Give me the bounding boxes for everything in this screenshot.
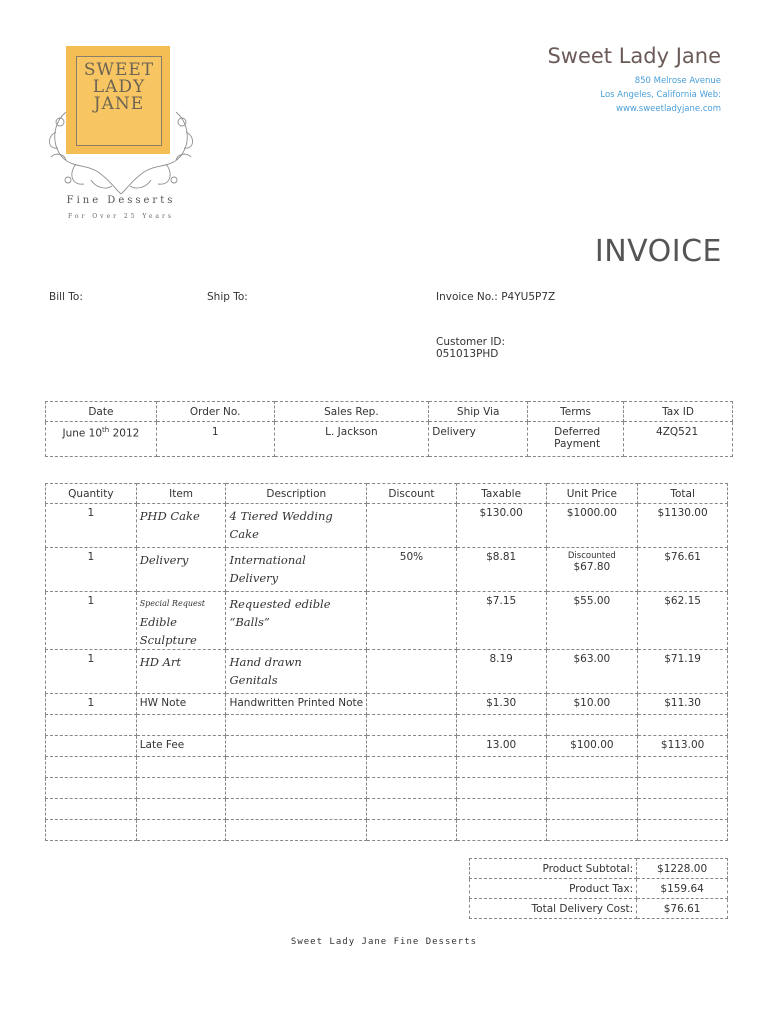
- footer-text: Sweet Lady Jane Fine Desserts: [290, 937, 478, 947]
- order-header-row: [46, 402, 733, 422]
- invoice-number-value: P4YU5P7Z: [501, 291, 556, 303]
- table-row: 1 Delivery International Delivery 50% $8.81 Discounted $67.80 $76.61: [46, 548, 728, 592]
- invoice-title: INVOICE: [594, 234, 722, 269]
- customer-id-value: 051013PHD: [436, 348, 499, 360]
- delivery-label: Total Delivery Cost:: [470, 899, 637, 919]
- order-number: 1: [156, 422, 274, 457]
- invoice-number: [436, 291, 555, 303]
- items-header-row: [46, 484, 728, 504]
- table-row: [46, 820, 728, 841]
- table-row: [46, 799, 728, 820]
- logo-line-3: JANE: [93, 94, 145, 114]
- column-header: Quantity: [46, 484, 137, 504]
- subtotal-label: Product Subtotal:: [470, 859, 637, 879]
- column-header: Ship Via: [429, 402, 528, 422]
- tax-id: 4ZQ521: [624, 422, 733, 457]
- terms: Deferred Payment: [528, 422, 624, 457]
- sales-rep: L. Jackson: [274, 422, 429, 457]
- table-row: [46, 757, 728, 778]
- column-header: Taxable: [456, 484, 546, 504]
- company-name: Sweet Lady Jane: [547, 44, 721, 68]
- delivery-row: [470, 899, 728, 919]
- customer-id-label: Customer ID:: [436, 336, 506, 348]
- table-row: 1 Special Request Edible Sculpture Requested edible “Balls” $7.15 $55.00 $62.15: [46, 592, 728, 650]
- column-header: Date: [46, 402, 157, 422]
- table-row: [46, 778, 728, 799]
- logo-line-1: SWEET: [83, 60, 155, 80]
- company-address-line-1: 850 Melrose Avenue: [634, 76, 721, 86]
- delivery-value: $76.61: [637, 899, 728, 919]
- column-header: Discount: [367, 484, 457, 504]
- logo-tagline: Fine Desserts: [66, 195, 176, 206]
- subtotal-row: [470, 859, 728, 879]
- ship-via: Delivery: [429, 422, 528, 457]
- tax-label: Product Tax:: [470, 879, 637, 899]
- column-header: Total: [638, 484, 728, 504]
- logo-line-2: LADY: [92, 77, 146, 97]
- line-items-table: [45, 483, 728, 841]
- table-row: [46, 715, 728, 736]
- table-row: 1 HD Art Hand drawn Genitals 8.19 $63.00 $71.19: [46, 650, 728, 694]
- ship-to-label: Ship To:: [207, 291, 248, 303]
- table-row: Late Fee 13.00 $100.00 $113.00: [46, 736, 728, 757]
- totals-table: [469, 858, 728, 919]
- company-logo: [46, 42, 196, 224]
- column-header: Description: [226, 484, 367, 504]
- subtotal-value: $1228.00: [637, 859, 728, 879]
- bill-to-label: Bill To:: [49, 291, 83, 303]
- column-header: Tax ID: [624, 402, 733, 422]
- tax-value: $159.64: [637, 879, 728, 899]
- column-header: Unit Price: [546, 484, 638, 504]
- logo-subtagline: For Over 25 Years: [68, 213, 174, 220]
- invoice-number-label: Invoice No.:: [436, 291, 498, 303]
- column-header: Item: [136, 484, 226, 504]
- company-website: www.sweetladyjane.com: [616, 104, 721, 114]
- column-header: Terms: [528, 402, 624, 422]
- order-date: June 10th 2012: [46, 422, 157, 457]
- column-header: Order No.: [156, 402, 274, 422]
- order-row: [46, 422, 733, 457]
- company-address-line-2: Los Angeles, California Web:: [600, 90, 721, 100]
- column-header: Sales Rep.: [274, 402, 429, 422]
- order-info-table: [45, 401, 733, 457]
- tax-row: [470, 879, 728, 899]
- table-row: 1 HW Note Handwritten Printed Note $1.30 $10.00 $11.30: [46, 694, 728, 715]
- table-row: 1 PHD Cake 4 Tiered Wedding Cake $130.00 $1000.00 $1130.00: [46, 504, 728, 548]
